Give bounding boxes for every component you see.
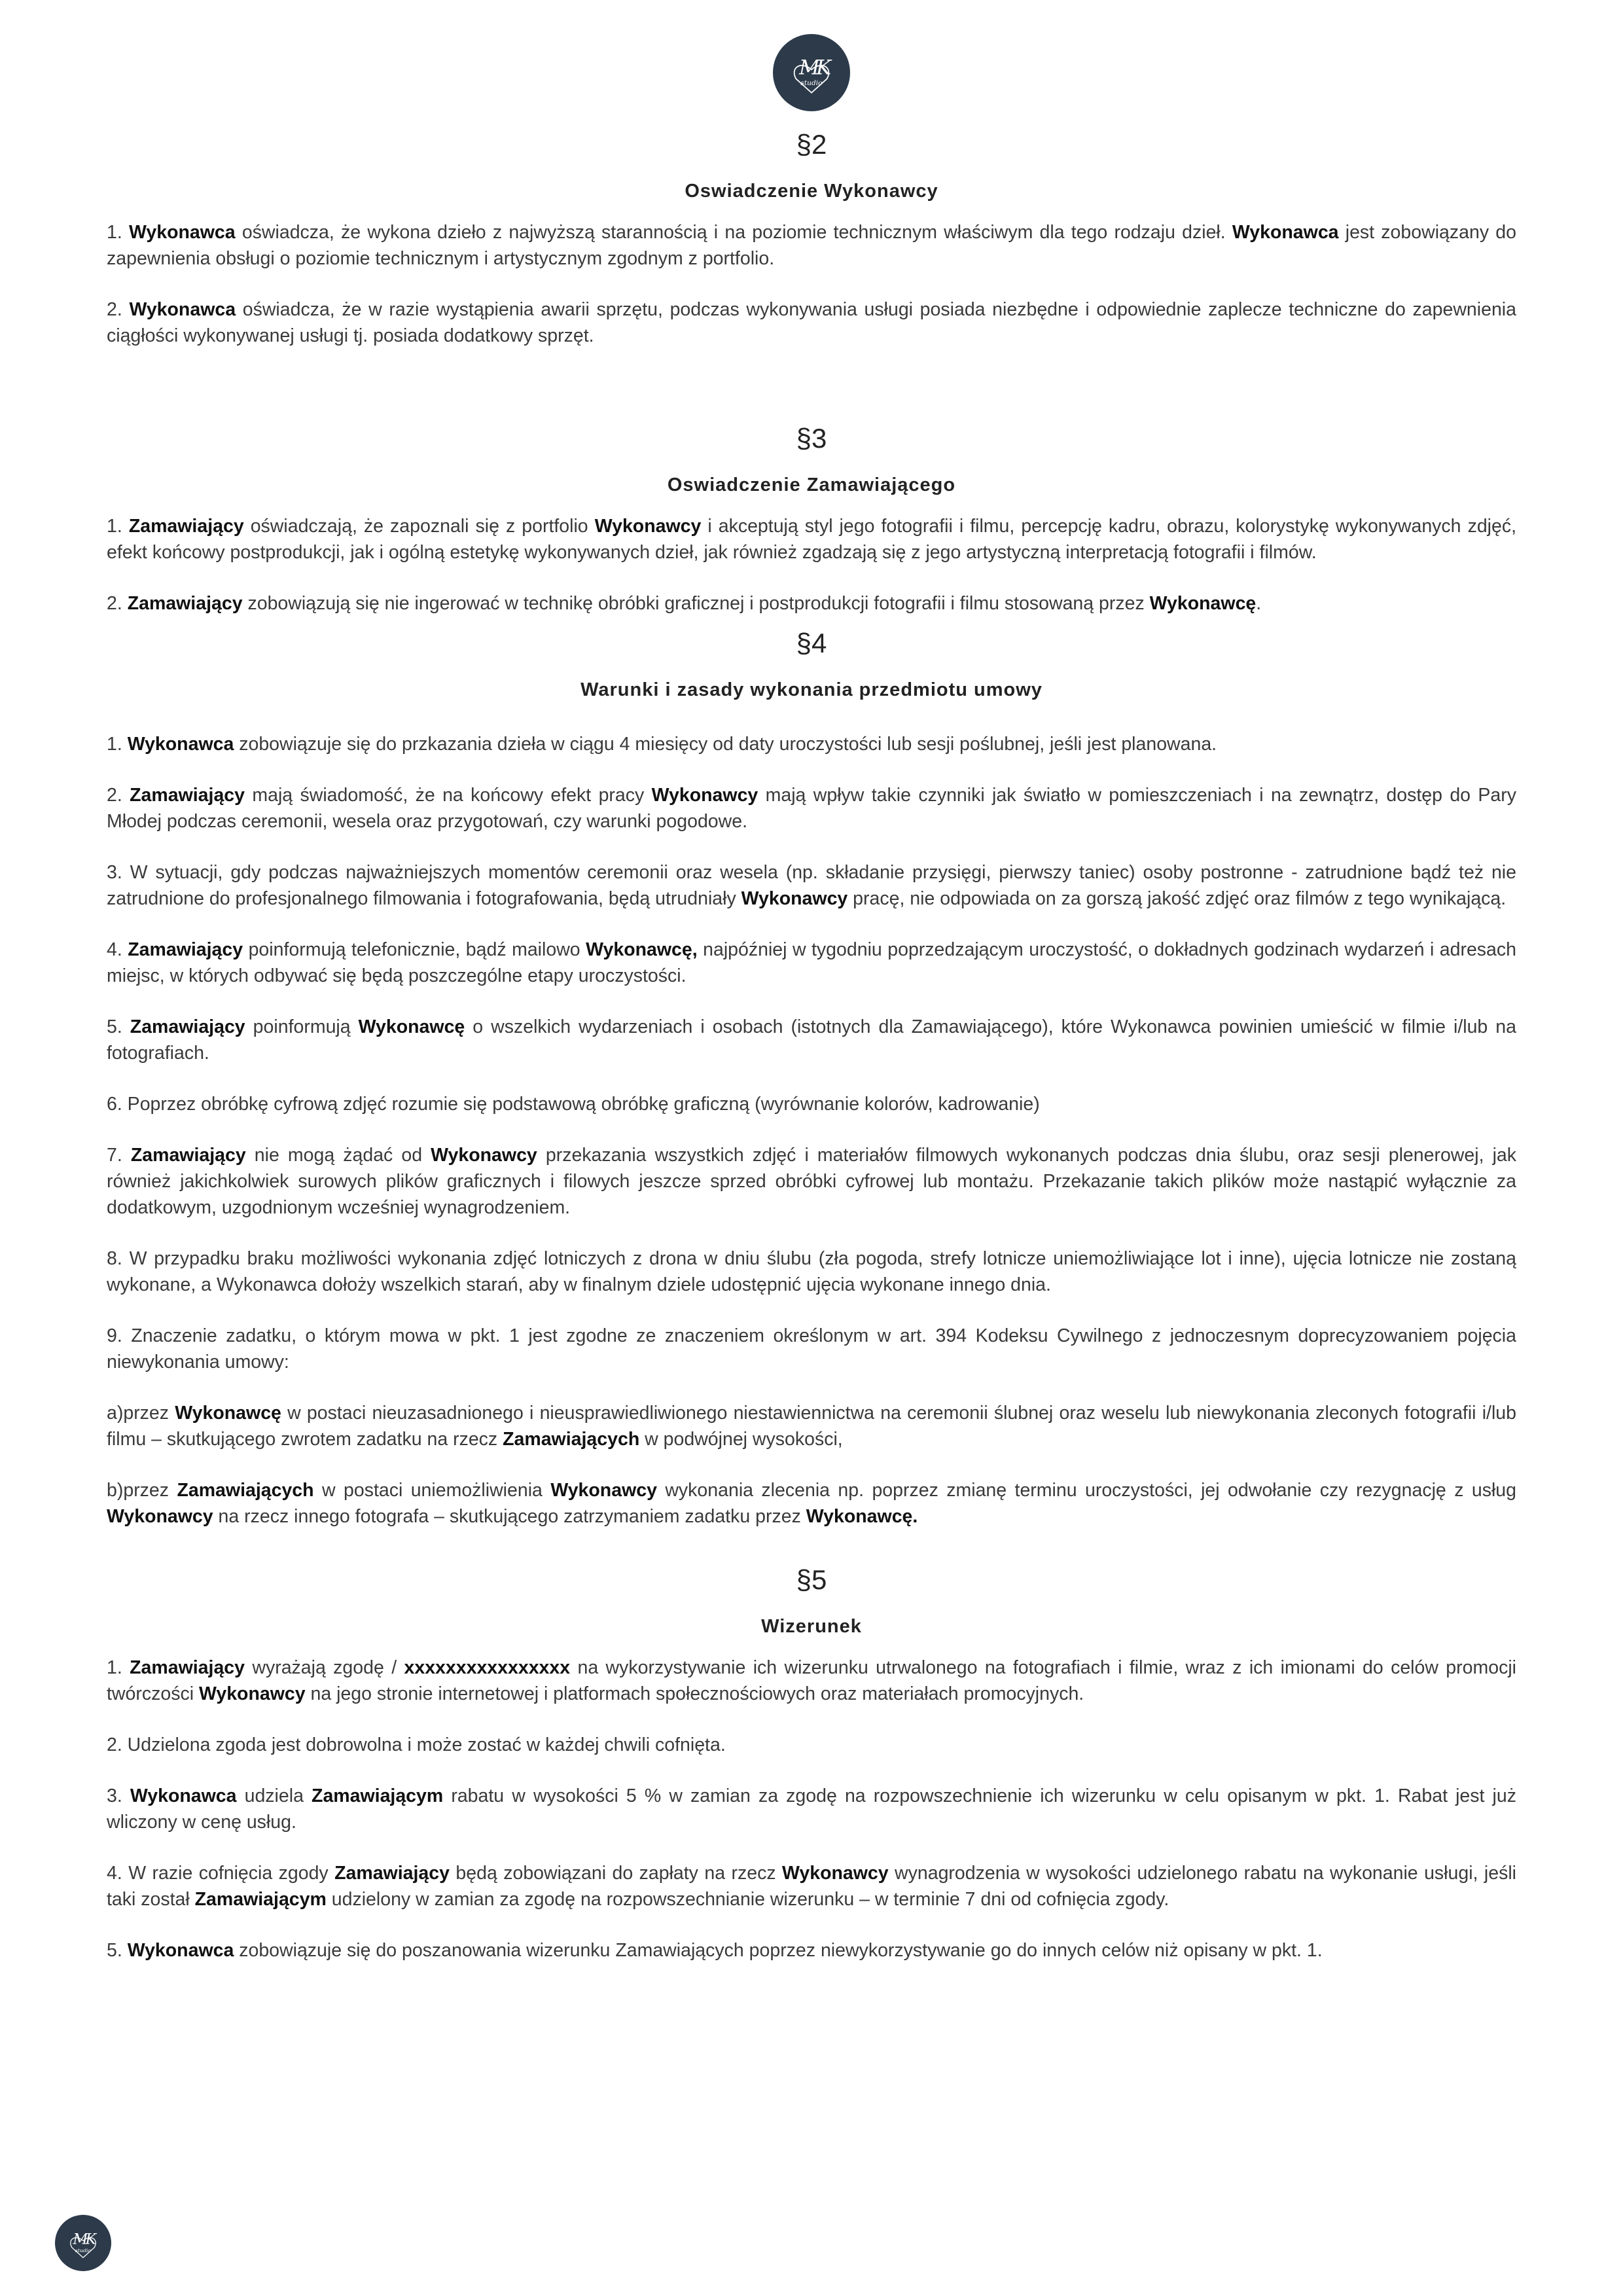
bold-term: Wykonawca [127, 734, 234, 755]
bold-term: Zamawiającym [312, 1785, 444, 1806]
paragraph-text: 2. [107, 593, 128, 614]
paragraph-text: 6. Poprzez obróbkę cyfrową zdjęć rozumie się podstawową obróbkę graficzną (wyrównanie kolorów, kadrowanie) [107, 1094, 1040, 1115]
section [107, 1566, 1516, 1964]
paragraph [107, 590, 1516, 617]
bold-term: Wykonawcy [741, 888, 848, 909]
paragraph-text: 7. [107, 1145, 131, 1166]
paragraph-text: wyrażają zgodę / [245, 1657, 404, 1678]
paragraph-text: a)przez [107, 1403, 175, 1424]
svg-text:M: M [799, 56, 820, 80]
paragraph [107, 1732, 1516, 1758]
paragraph [107, 1783, 1516, 1835]
bold-term: Wykonawcę [1149, 593, 1257, 614]
paragraph-text: 1. [107, 516, 129, 537]
paragraph-text: mają świadomość, że na końcowy efekt pracy [245, 785, 652, 806]
paragraph-text: b)przez [107, 1480, 177, 1501]
section [107, 630, 1516, 1530]
bold-term: Wykonawcy [431, 1145, 537, 1166]
bold-term: Zamawiających [503, 1429, 640, 1450]
paragraph-text: na wykorzystywanie ich wizerunku utrwalonego na fotografiach i filmie, wraz z ich imionami do celów promocji twórczości [107, 1657, 1517, 1704]
paragraph-text: 5. [107, 1016, 130, 1037]
bold-term: Zamawiający [130, 1016, 245, 1037]
bold-term: Zamawiający [334, 1863, 450, 1884]
paragraph-text: najpóźniej w tygodniu poprzedzającym uroczystość, o dokładnych godzinach wydarzeń i adresach miejsc, w których odbywać się będą poszczególne etapy uroczystości. [107, 939, 1516, 986]
paragraph-text: zobowiązują się nie ingerować w technikę obróbki graficznej i postprodukcji fotografii i filmu stosowaną przez [242, 593, 1150, 614]
paragraph-text: poinformują [245, 1016, 359, 1037]
paragraph-text: w postaci uniemożliwienia [313, 1480, 551, 1501]
paragraph-text: zobowiązuje się do poszanowania wizerunku Zamawiających poprzez niewykorzystywanie go do innych celów niż opisany w pkt. 1. [234, 1940, 1323, 1961]
section-title: Wizerunek [761, 1616, 862, 1637]
paragraph-text: mają wpływ takie czynniki jak światło w pomieszczeniach i na zewnątrz, dostęp do Pary Młodej podczas ceremonii, wesela oraz przygotowań, czy warunki pogodowe. [107, 785, 1516, 832]
paragraph-text: wynagrodzenia w wysokości udzielonego rabatu na wykonanie usługi, jeśli taki został [107, 1863, 1516, 1910]
bold-term: Wykonawcy [594, 516, 702, 537]
paragraph [107, 513, 1516, 565]
bold-term: xxxxxxxxxxxxxxxx [404, 1657, 571, 1678]
paragraph [107, 1400, 1516, 1452]
paragraph [107, 1014, 1516, 1066]
section-number: §2 [796, 129, 827, 160]
paragraph-text: o wszelkich wydarzeniach i osobach (istotnych dla Zamawiającego), które Wykonawca powinien umieścić w filmie i/lub na fotografiach. [107, 1016, 1516, 1064]
bold-term: Zamawiający [130, 1145, 246, 1166]
paragraph-text: 2. [107, 785, 130, 806]
bold-term: Zamawiający [130, 785, 245, 806]
bold-term: Wykonawcy [651, 785, 758, 806]
paragraph-text: . [1256, 593, 1262, 614]
bold-term: Wykonawcy [198, 1683, 306, 1704]
bold-term: Wykonawcę, [586, 939, 698, 960]
section-number: §4 [796, 628, 827, 658]
bold-term: Zamawiający [127, 593, 243, 614]
bold-term: Wykonawca [127, 1940, 234, 1961]
paragraph-text: oświadczają, że zapoznali się z portfolio [243, 516, 595, 537]
svg-text:M: M [73, 2231, 88, 2248]
paragraph [107, 1323, 1516, 1375]
paragraph [107, 859, 1516, 912]
paragraph-text: wykonania zlecenia np. poprzez zmianę terminu uroczystości, jej odwołanie czy rezygnację z usług [656, 1480, 1516, 1501]
section-title: Oswiadczenie Wykonawcy [685, 181, 938, 202]
footer-logo-icon [55, 2215, 111, 2271]
paragraph-text: 2. [107, 299, 130, 320]
bold-term: Zamawiającym [194, 1889, 327, 1910]
paragraph-text: udziela [236, 1785, 312, 1806]
bold-term: Wykonawcy [107, 1506, 213, 1527]
paragraph-text: jest zobowiązany do zapewnienia obsługi o poziomie technicznym i artystycznym zgodnym z portfolio. [107, 222, 1516, 269]
footer-logo-text: studio [75, 2247, 92, 2253]
paragraph-text: rabatu w wysokości 5 % w zamian za zgodę na rozpowszechnienie ich wizerunku w celu opisanym w pkt. 1. Rabat jest już wliczony w cenę usług. [107, 1785, 1516, 1833]
paragraph-text: 1. [107, 1657, 130, 1678]
paragraph-text: i akceptują styl jego fotografii i filmu, percepcję kadru, obrazu, kolorystykę wykonywanych zdjęć, efekt końcowy postprodukcji, jak i ogólną estetykę wykonywanych dzieł, jak również zgadzają się z jego artystyczną interpretacją fotografii i filmów. [107, 516, 1517, 563]
paragraph-text: 4. [107, 939, 128, 960]
bold-term: Wykonawca [129, 299, 236, 320]
paragraph-text: poinformują telefonicznie, bądź mailowo [243, 939, 586, 960]
bold-term: Wykonawcę [175, 1403, 281, 1424]
paragraph [107, 1937, 1516, 1964]
paragraph-text: na rzecz innego fotografa – skutkującego zatrzymaniem zadatku przez [213, 1506, 806, 1527]
paragraph [107, 296, 1516, 349]
paragraph [107, 1142, 1516, 1221]
paragraph-text: 1. [107, 222, 129, 243]
paragraph [107, 1246, 1516, 1298]
paragraph-text: 4. W razie cofnięcia zgody [107, 1863, 335, 1884]
paragraph-text: 8. W przypadku braku możliwości wykonania zdjęć lotniczych z drona w dniu ślubu (zła pogoda, strefy lotnicze uniemożliwiające lot i inne), ujęcia lotnicze nie zostaną wykonane, a Wykonawca dołoży wszelkich starań, aby w finalnym dziele udostępnić ujęcia wykonane innego dnia. [107, 1248, 1516, 1295]
bold-term: Wykonawca [1232, 222, 1339, 243]
paragraph [107, 1860, 1516, 1912]
paragraph-text: oświadcza, że wykona dzieło z najwyższą starannością i na poziomie technicznym właściwym dla tego rodzaju dzieł. [235, 222, 1232, 243]
paragraph-text: 3. [107, 1785, 130, 1806]
section [107, 425, 1516, 617]
paragraph [107, 937, 1516, 989]
bold-term: Wykonawcy [550, 1480, 657, 1501]
section [107, 131, 1516, 349]
bold-term: Zamawiający [130, 1657, 245, 1678]
paragraph [107, 731, 1516, 757]
svg-text:K: K [816, 56, 831, 80]
svg-text:K: K [85, 2231, 97, 2248]
mk-studio-logo-small-icon [55, 2215, 111, 2271]
paragraph [107, 1655, 1516, 1707]
section-title: Warunki i zasady wykonania przedmiotu umowy [580, 679, 1043, 700]
paragraph-text: 3. W sytuacji, gdy podczas najważniejszych momentów ceremonii oraz wesela (np. składanie przysięgi, pierwszy taniec) osoby postronne - zatrudnione bądź też nie zatrudnione do profesjonalnego filmowania i fotografowania, będą utrudniały [107, 862, 1516, 909]
paragraph-text: w podwójnej wysokości, [639, 1429, 843, 1450]
paragraph-text: pracę, nie odpowiada on za gorszą jakość zdjęć oraz filmów z tego wynikającą. [847, 888, 1507, 909]
bold-term: Wykonawcę. [806, 1506, 918, 1527]
paragraph [107, 782, 1516, 834]
paragraph-text: 2. Udzielona zgoda jest dobrowolna i może zostać w każdej chwili cofnięta. [107, 1734, 726, 1755]
section-number: §5 [796, 1564, 827, 1595]
mk-studio-logo-icon [773, 34, 850, 111]
bold-term: Zamawiający [128, 516, 244, 537]
section-title: Oswiadczenie Zamawiającego [667, 475, 956, 495]
paragraph-text: przekazania wszystkich zdjęć i materiałów filmowych wykonanych podczas dnia ślubu, oraz sesji plenerowej, jak również jakichkolwiek surowych plików graficznych i filowych jeszcze sprzed obróbki cyfrowej lub montażu. Przekazanie takich plików może nastąpić wyłącznie za dodatkowym, uzgodnionym wcześniej wynagrodzeniem. [107, 1145, 1516, 1218]
paragraph-text: zobowiązuje się do przkazania dzieła w ciągu 4 miesięcy od daty uroczystości lub sesji poślubnej, jeśli jest planowana. [234, 734, 1217, 755]
paragraph-text: w postaci nieuzasadnionego i nieusprawiedliwionego niestawiennictwa na ceremonii ślubnej oraz weselu lub niewykonania zleconych fotografii i/lub filmu – skutkującego zwrotem zadatku na rzecz [107, 1403, 1517, 1450]
paragraph-text: oświadcza, że w razie wystąpienia awarii sprzętu, podczas wykonywania usługi posiada niezbędne i odpowiednie zaplecze techniczne do zapewnienia ciągłości wykonywanej usługi tj. posiada dodatkowy sprzęt. [107, 299, 1516, 346]
bold-term: Zamawiających [177, 1480, 314, 1501]
logo-icon [773, 34, 850, 111]
paragraph [107, 1091, 1516, 1117]
paragraph-text: na jego stronie internetowej i platformach społecznościowych oraz materiałach promocyjnych. [305, 1683, 1084, 1704]
section-number: §3 [796, 423, 827, 454]
paragraph-text: nie mogą żądać od [245, 1145, 431, 1166]
bold-term: Wykonawcy [782, 1863, 889, 1884]
bold-term: Wykonawca [128, 222, 236, 243]
paragraph [107, 1477, 1516, 1530]
paragraph [107, 219, 1516, 272]
document-body [107, 131, 1516, 1988]
logo-text: studio [800, 78, 823, 87]
bold-term: Wykonawcę [358, 1016, 465, 1037]
paragraph-text: będą zobowiązani do zapłaty na rzecz [449, 1863, 782, 1884]
paragraph-text: udzielony w zamian za zgodę na rozpowszechnianie wizerunku – w terminie 7 dni od cofnięcia zgody. [326, 1889, 1169, 1910]
paragraph-text: 1. [107, 734, 128, 755]
bold-term: Wykonawca [130, 1785, 237, 1806]
bold-term: Zamawiający [128, 939, 243, 960]
paragraph-text: 5. [107, 1940, 128, 1961]
paragraph-text: 9. Znaczenie zadatku, o którym mowa w pkt. 1 jest zgodne ze znaczeniem określonym w art. 394 Kodeksu Cywilnego z jednoczesnym doprecyzowaniem pojęcia niewykonania umowy: [107, 1325, 1516, 1372]
